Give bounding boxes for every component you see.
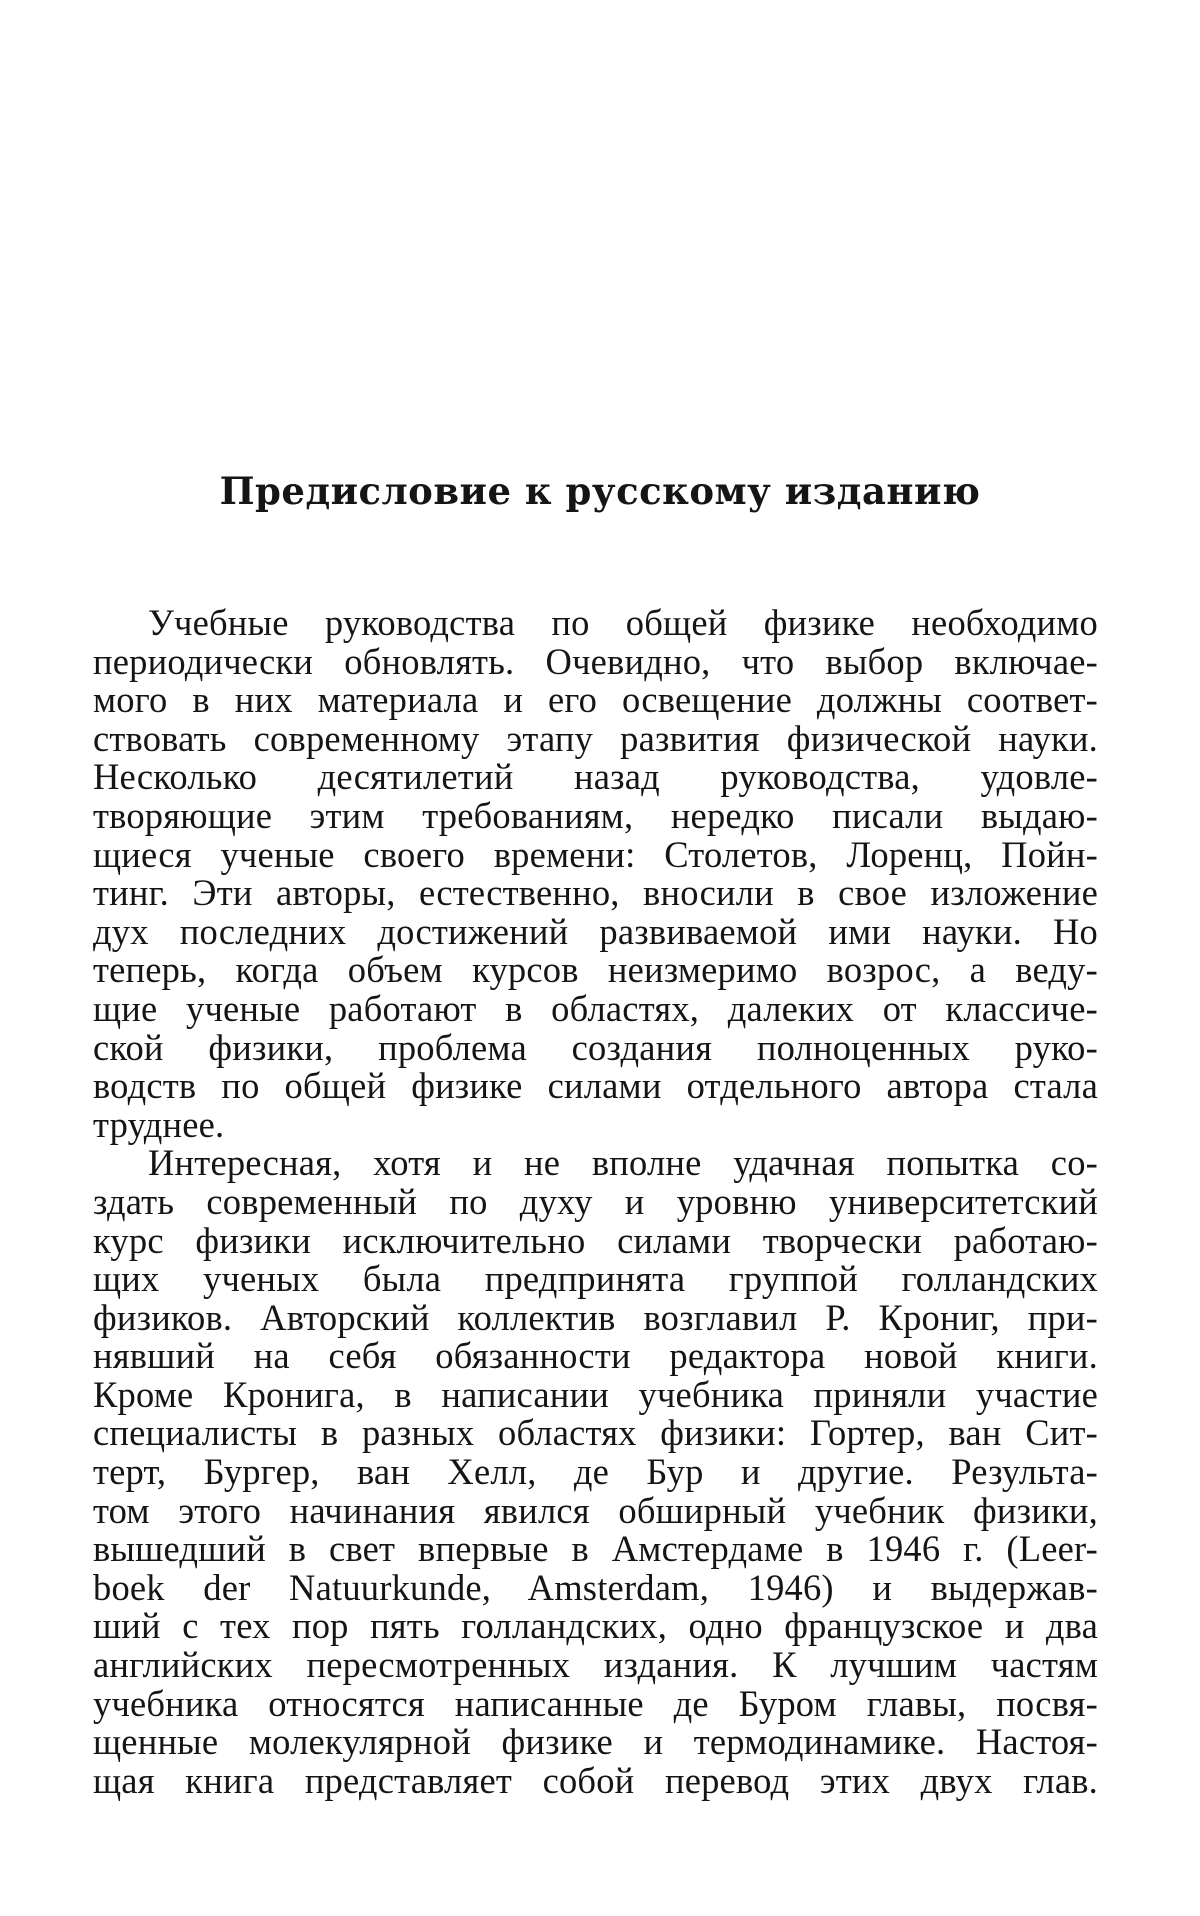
text-line: учебника относятся написанные де Буром главы, посвя-: [93, 1682, 1098, 1724]
text-line: дух последних достижений развиваемой ими науки. Но: [93, 910, 1098, 952]
text-line: ствовать современному этапу развития физической науки.: [93, 717, 1098, 759]
text-line: щая книга представляет собой перевод этих двух глав.: [93, 1759, 1098, 1801]
text-line: курс физики исключительно силами творчески работаю-: [93, 1219, 1098, 1261]
text-line: труднее.: [93, 1103, 225, 1145]
text-line: вышедший в свет впервые в Амстердаме в 1946 г. (Leer-: [93, 1528, 1098, 1570]
text-line: творяющие этим требованиям, нередко писали выдаю-: [93, 794, 1098, 836]
text-line: периодически обновлять. Очевидно, что выбор включае-: [93, 640, 1098, 682]
text-line: щие ученые работают в областях, далеких от классиче-: [93, 987, 1098, 1029]
text-line: Учебные руководства по общей физике необходимо: [148, 602, 1098, 643]
text-line: ший с тех пор пять голландских, одно французское и два: [93, 1605, 1098, 1647]
text-line: boek der Natuurkunde, Amsterdam, 1946) и выдержав-: [93, 1566, 1098, 1608]
text-line: Интересная, хотя и не вполне удачная попытка со-: [148, 1142, 1098, 1184]
text-line: том этого начинания явился обширный учебник физики,: [93, 1489, 1098, 1531]
body-text: [93, 604, 1098, 1800]
text-line: щих ученых была предпринята группой голландских: [93, 1258, 1098, 1300]
text-line: Кроме Кронига, в написании учебника приняли участие: [93, 1373, 1098, 1415]
paragraph-1: [93, 604, 1098, 1144]
page-title: Предисловие к русскому изданию: [219, 469, 981, 513]
text-line: физиков. Авторский коллектив возглавил Р. Крониг, при-: [93, 1296, 1098, 1338]
text-line: нявший на себя обязанности редактора новой книги.: [93, 1335, 1098, 1377]
text-line: щенные молекулярной физике и термодинамике. Настоя-: [93, 1721, 1098, 1763]
text-line: здать современный по духу и уровню университетский: [93, 1180, 1098, 1222]
text-line: Несколько десятилетий назад руководства, удовле-: [93, 756, 1098, 798]
text-line: теперь, когда объем курсов неизмеримо возрос, а веду-: [93, 949, 1098, 991]
text-line: мого в них материала и его освещение должны соответ-: [93, 679, 1098, 721]
text-line: тинг. Эти авторы, естественно, вносили в свое изложение: [93, 872, 1098, 914]
text-line: терт, Бургер, ван Хелл, де Бур и другие. Результа-: [93, 1451, 1098, 1493]
text-line: ской физики, проблема создания полноценных руко-: [93, 1026, 1098, 1068]
text-line: водств по общей физике силами отдельного автора стала: [93, 1065, 1098, 1107]
text-line: английских пересмотренных издания. К лучшим частям: [93, 1644, 1098, 1686]
text-line: щиеся ученые своего времени: Столетов, Лоренц, Пойн-: [93, 833, 1098, 875]
text-line: специалисты в разных областях физики: Гортер, ван Сит-: [93, 1412, 1098, 1454]
paragraph-2: [93, 1144, 1098, 1800]
